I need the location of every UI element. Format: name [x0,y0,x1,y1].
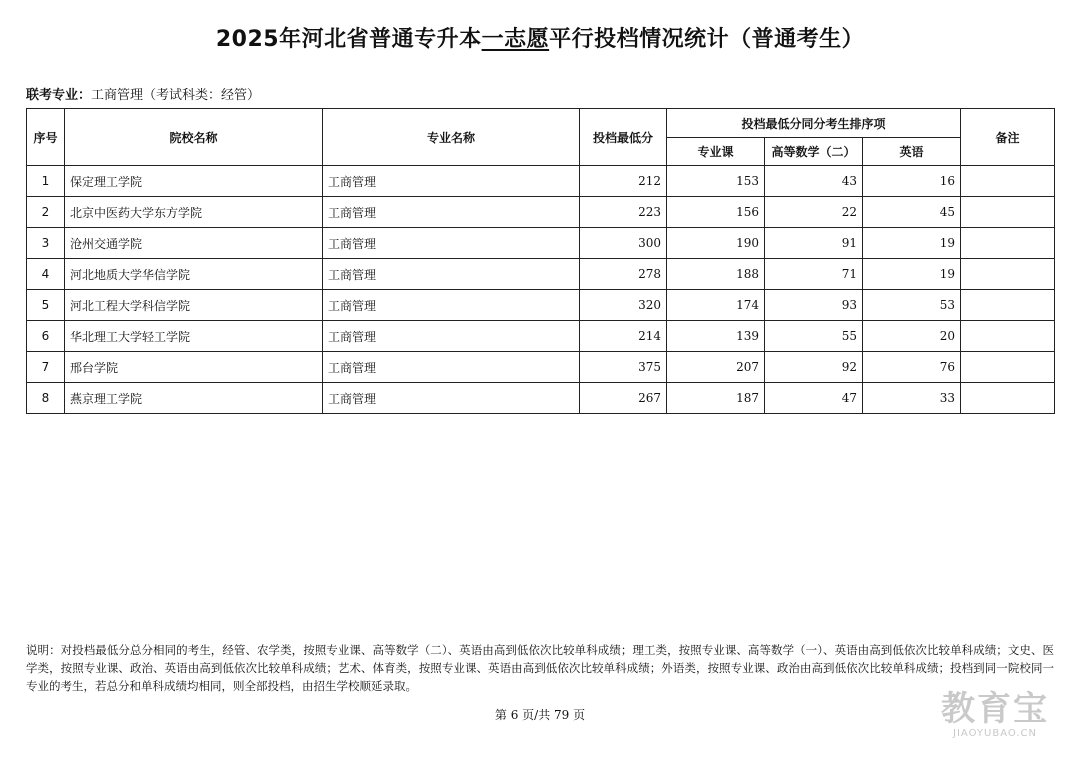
cell-index: 2 [27,197,65,228]
cell-sub3: 20 [863,321,961,352]
major-subheading [26,84,260,103]
cell-school: 河北地质大学华信学院 [65,259,323,290]
header-sub3: 英语 [863,138,961,166]
major-label: 联考专业： [26,88,92,103]
page-title [0,22,1080,53]
cell-sub2: 43 [765,166,863,197]
header-tie-group: 投档最低分同分考生排序项 [667,109,961,138]
cell-sub1: 188 [667,259,765,290]
cell-index: 6 [27,321,65,352]
table-row [27,197,1055,228]
header-major: 专业名称 [323,109,580,166]
cell-remark [961,259,1055,290]
header-row-1 [27,109,1055,138]
watermark [930,690,1060,739]
cell-remark [961,321,1055,352]
title-part-2: 平行投档情况统计（普通考生） [549,27,865,52]
header-index: 序号 [27,109,65,166]
cell-sub1: 187 [667,383,765,414]
cell-remark [961,352,1055,383]
cell-remark [961,383,1055,414]
cell-major: 工商管理 [323,166,580,197]
cell-index: 5 [27,290,65,321]
cell-school: 保定理工学院 [65,166,323,197]
cell-sub2: 92 [765,352,863,383]
header-sub1: 专业课 [667,138,765,166]
cell-major: 工商管理 [323,321,580,352]
cell-sub2: 47 [765,383,863,414]
header-min-score: 投档最低分 [580,109,667,166]
cell-school: 沧州交通学院 [65,228,323,259]
cell-major: 工商管理 [323,259,580,290]
major-value: 工商管理（考试科类：经管） [91,88,261,103]
cell-sub1: 156 [667,197,765,228]
cell-remark [961,290,1055,321]
table-row [27,321,1055,352]
cell-min-score: 320 [580,290,667,321]
cell-sub2: 93 [765,290,863,321]
cell-sub2: 71 [765,259,863,290]
cell-min-score: 212 [580,166,667,197]
cell-index: 4 [27,259,65,290]
cell-min-score: 300 [580,228,667,259]
cell-sub2: 91 [765,228,863,259]
cell-min-score: 267 [580,383,667,414]
table-row [27,228,1055,259]
explanatory-note: 说明：对投档最低分总分相同的考生，经管、农学类，按照专业课、高等数学（二）、英语由高到低依次比较单科成绩；理工类，按照专业课、高等数学（一）、英语由高到低依次比较单科成绩；文史、医学类，按照专业课、政治、英语由高到低依次比较单科成绩；艺术、体育类，按照专业课、英语由高到低依次比较单科成绩；外语类，按照专业课、政治由高到低依次比较单科成绩；投档到同一院校同一专业的考生，若总分和单科成绩均相同，则全部投档，由招生学校顺延录取。 [26,643,1054,693]
cell-sub1: 139 [667,321,765,352]
header-school: 院校名称 [65,109,323,166]
table-row [27,352,1055,383]
cell-index: 7 [27,352,65,383]
cell-major: 工商管理 [323,383,580,414]
cell-sub1: 174 [667,290,765,321]
cell-index: 1 [27,166,65,197]
watermark-url: JIAOYUBAO.CN [953,728,1037,739]
header-sub2: 高等数学（二） [765,138,863,166]
cell-sub3: 19 [863,259,961,290]
cell-index: 3 [27,228,65,259]
cell-min-score: 223 [580,197,667,228]
header-remark: 备注 [961,109,1055,166]
cell-sub2: 55 [765,321,863,352]
cell-sub3: 45 [863,197,961,228]
cell-school: 北京中医药大学东方学院 [65,197,323,228]
cell-remark [961,228,1055,259]
cell-major: 工商管理 [323,352,580,383]
cell-sub3: 19 [863,228,961,259]
cell-remark [961,197,1055,228]
cell-sub2: 22 [765,197,863,228]
cell-major: 工商管理 [323,228,580,259]
cell-major: 工商管理 [323,197,580,228]
admission-table [26,108,1055,414]
cell-min-score: 375 [580,352,667,383]
cell-sub1: 153 [667,166,765,197]
cell-school: 河北工程大学科信学院 [65,290,323,321]
page-number: 第 6 页/共 79 页 [494,708,586,722]
title-part-1: 2025年河北省普通专升本 [215,27,482,52]
cell-remark [961,166,1055,197]
cell-min-score: 214 [580,321,667,352]
cell-index: 8 [27,383,65,414]
cell-sub3: 76 [863,352,961,383]
cell-sub3: 53 [863,290,961,321]
table-row [27,166,1055,197]
cell-sub1: 190 [667,228,765,259]
cell-sub3: 33 [863,383,961,414]
cell-school: 邢台学院 [65,352,323,383]
title-underlined: 一志愿 [481,27,550,52]
table-row [27,383,1055,414]
cell-min-score: 278 [580,259,667,290]
cell-major: 工商管理 [323,290,580,321]
cell-school: 燕京理工学院 [65,383,323,414]
table-row [27,290,1055,321]
table-row [27,259,1055,290]
watermark-logo: 教育宝 [941,689,1049,729]
cell-school: 华北理工大学轻工学院 [65,321,323,352]
cell-sub3: 16 [863,166,961,197]
cell-sub1: 207 [667,352,765,383]
